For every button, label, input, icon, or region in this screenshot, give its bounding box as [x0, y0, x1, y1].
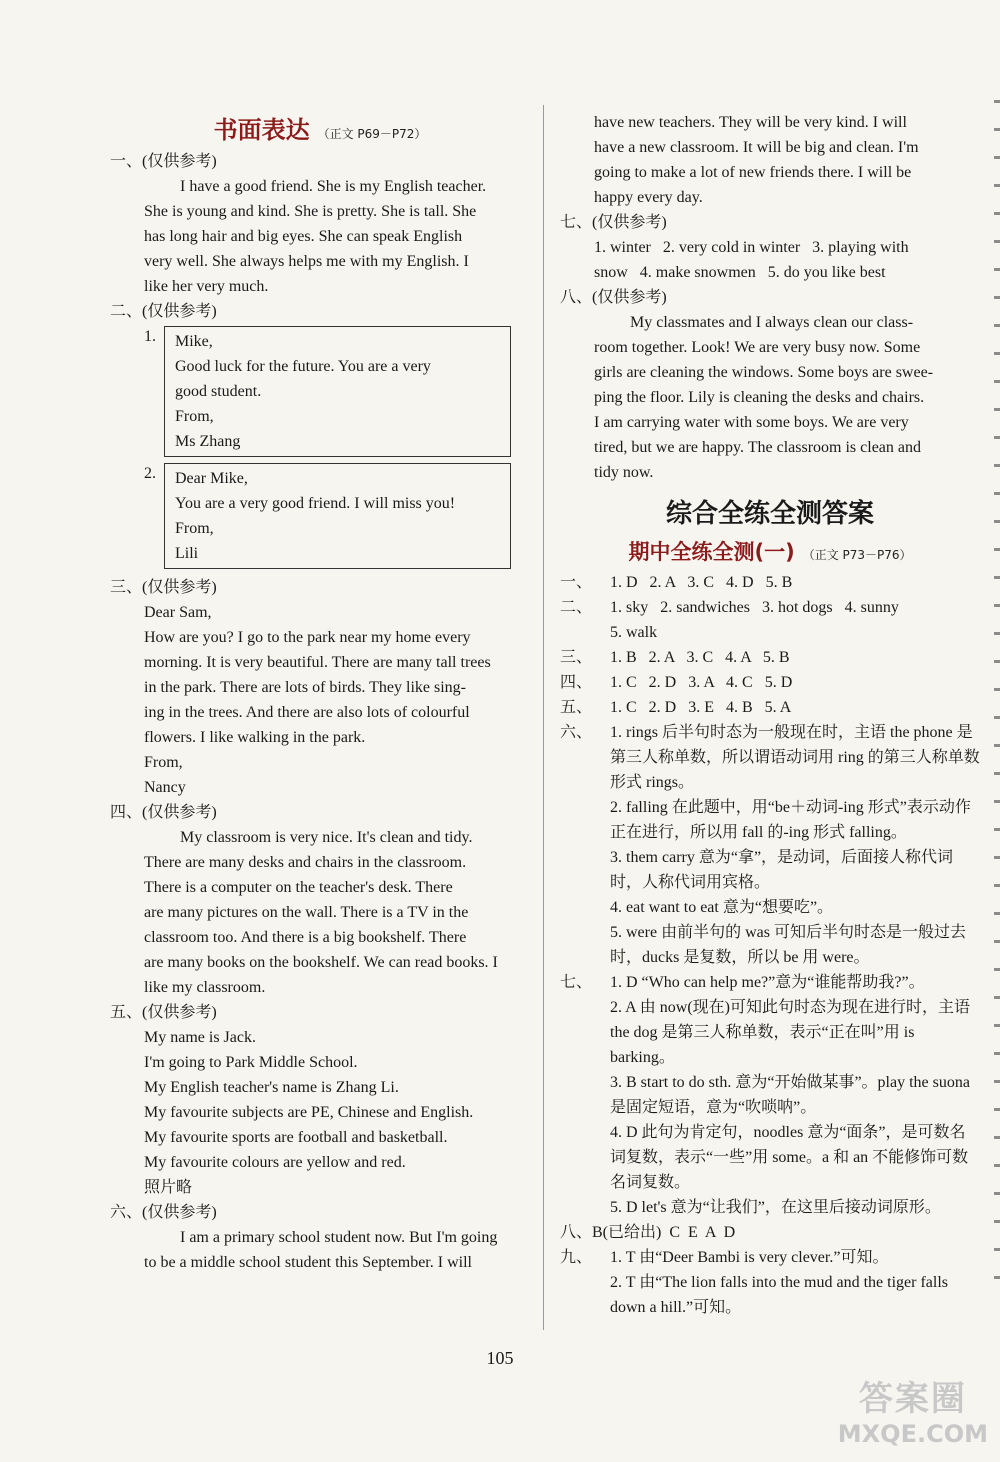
answer-row: 4. eat want to eat 意为“想要吃”。: [610, 899, 834, 916]
answers-title: 综合全练全测答案: [665, 499, 874, 529]
section-title: 书面表达 （正文 P69－P72）: [213, 116, 427, 144]
answer-row: 七、 1. D “Who can help me?”意为“谁能帮助我?”。: [560, 974, 925, 991]
section-head: 二、(仅供参考): [110, 303, 217, 320]
section-head: 六、(仅供参考): [110, 1204, 217, 1221]
essay-body: Dear Sam, How are you? I go to the park near my home every morning. It is very beautiful. There are many tall trees in the park. There are lots of birds. They like sing- ing in the trees. And there are also lots of colourful flowers. I like walking in the park. From, Nancy: [144, 604, 491, 796]
answer-row: 4. D 此句为肯定句，noodles 意为“面条”，是可数名词复数，表示“一些”用 some。a 和 an 不能修饰可数名词复数。: [610, 1124, 969, 1191]
page-ref: （正文 P73－P76）: [802, 548, 912, 562]
midterm-title: 期中全练全测(一) （正文 P73－P76）: [628, 540, 912, 564]
section-head: 七、(仅供参考): [560, 214, 667, 231]
answer-row: 五、 1. C 2. D 3. E 4. B 5. A: [560, 699, 792, 716]
section-head: 一、(仅供参考): [110, 153, 217, 170]
section-head: 五、(仅供参考): [110, 1004, 217, 1021]
answer-row: 2. A 由 now(现在)可知此句时态为现在进行时，主语 the dog 是第三人称单数，表示“正在叫”用 is barking。: [610, 999, 971, 1066]
answer-row: 六、 1. rings 后半句时态为一般现在时，主语 the phone 是第三人称单数，所以谓语动词用 ring 的第三人称单数形式 rings。: [560, 724, 980, 791]
essay-2: [110, 299, 530, 569]
page-edge-marks: [994, 100, 1000, 1300]
essay-6-continued: have new teachers. They will be very kind. I will have a new classroom. It will be big and clean. I'm going to make a lot of new friends there. I will be happy every day.: [594, 114, 919, 206]
column-divider: [543, 105, 544, 1330]
essay-3: [110, 575, 530, 800]
left-column: [110, 110, 530, 1275]
note-card-1: Mike, Good luck for the future. You are a very good student. From, Ms Zhang: [164, 326, 511, 457]
watermark: 答案圈 MXQE.COM: [837, 1379, 988, 1448]
section-head: 四、(仅供参考): [110, 804, 217, 821]
answer-row: 四、 1. C 2. D 3. A 4. C 5. D: [560, 674, 793, 691]
answer-row: 二、 1. sky 2. sandwiches 3. hot dogs 4. sunny: [560, 599, 899, 616]
answer-row: 5. were 由前半句的 was 可知后半句时态是一般过去时，ducks 是复数，所以 be 用 were。: [610, 924, 966, 966]
section-head: 三、(仅供参考): [110, 579, 217, 596]
essay-body: I am a primary school student now. But I'm going to be a middle school student this September. I will: [144, 1229, 498, 1271]
essay-1: [110, 149, 530, 299]
right-column: [560, 110, 980, 1320]
answer-row: 2. T 由“The lion falls into the mud and the tiger falls down a hill.”可知。: [610, 1274, 949, 1316]
essay-body: My classroom is very nice. It's clean and tidy. There are many desks and chairs in the classroom. There is a computer on the teacher's desk. There are many pictures on the wall. There is a TV in the classroom too. And there is a big bookshelf. There are many books on the bookshelf. We can read books. I like my classroom.: [144, 829, 498, 996]
section-head: 八、(仅供参考): [560, 289, 667, 306]
essay-7: 七、(仅供参考) 1. winter 2. very cold in winter 3. playing with snow 4. make snowmen 5. do you like best: [560, 210, 980, 285]
essay-8: 八、(仅供参考) My classmates and I always clean our class- room together. Look! We are very busy now. Some girls are cleaning the windows. Some boys are swee- ping the floor. Lily is cleaning the desks and chairs. I am carrying water with some boys. We are very tired, but we are happy. The classroom is clean and tidy now.: [560, 285, 980, 485]
answer-row: 3. them carry 意为“拿”，是动词，后面接人称代词时，人称代词用宾格。: [610, 849, 954, 891]
answer-row: 2. falling 在此题中，用“be＋动词-ing 形式”表示动作正在进行，所以用 fall 的-ing 形式 falling。: [610, 799, 971, 841]
essay-body: I have a good friend. She is my English teacher. She is young and kind. She is pretty. She is tall. She has long hair and big eyes. She can speak English very well. She always helps me with my English. I like her very much.: [144, 178, 487, 295]
essay-5: [110, 1000, 530, 1200]
note-card-2: Dear Mike, You are a very good friend. I will miss you! From, Lili: [164, 463, 511, 569]
answer-row: 九、 1. T 由“Deer Bambi is very clever.”可知。: [560, 1249, 889, 1266]
answer-list: [560, 570, 980, 1320]
essay-6: [110, 1200, 530, 1275]
answer-row: 5. walk: [610, 624, 658, 641]
answer-row: 八、B(已给出) C E A D: [560, 1224, 736, 1241]
essay-4: [110, 800, 530, 1000]
essay-body: My name is Jack. I'm going to Park Middle School. My English teacher's name is Zhang Li. My favourite subjects are PE, Chinese and English. My favourite sports are football and basketball. My favourite colours are yellow and red. 照片略: [144, 1029, 474, 1196]
box-number: 1.: [144, 328, 156, 345]
answer-row: 一、 1. D 2. A 3. C 4. D 5. B: [560, 574, 793, 591]
answer-row: 5. D let's 意为“让我们”，在这里后接动词原形。: [610, 1199, 941, 1216]
page-ref: （正文 P69－P72）: [317, 127, 427, 141]
page-number: 105: [486, 1348, 514, 1368]
box-number: 2.: [144, 465, 156, 482]
answer-row: 3. B start to do sth. 意为“开始做某事”。play the suona 是固定短语，意为“吹唢呐”。: [610, 1074, 970, 1116]
answer-row: 三、 1. B 2. A 3. C 4. A 5. B: [560, 649, 790, 666]
